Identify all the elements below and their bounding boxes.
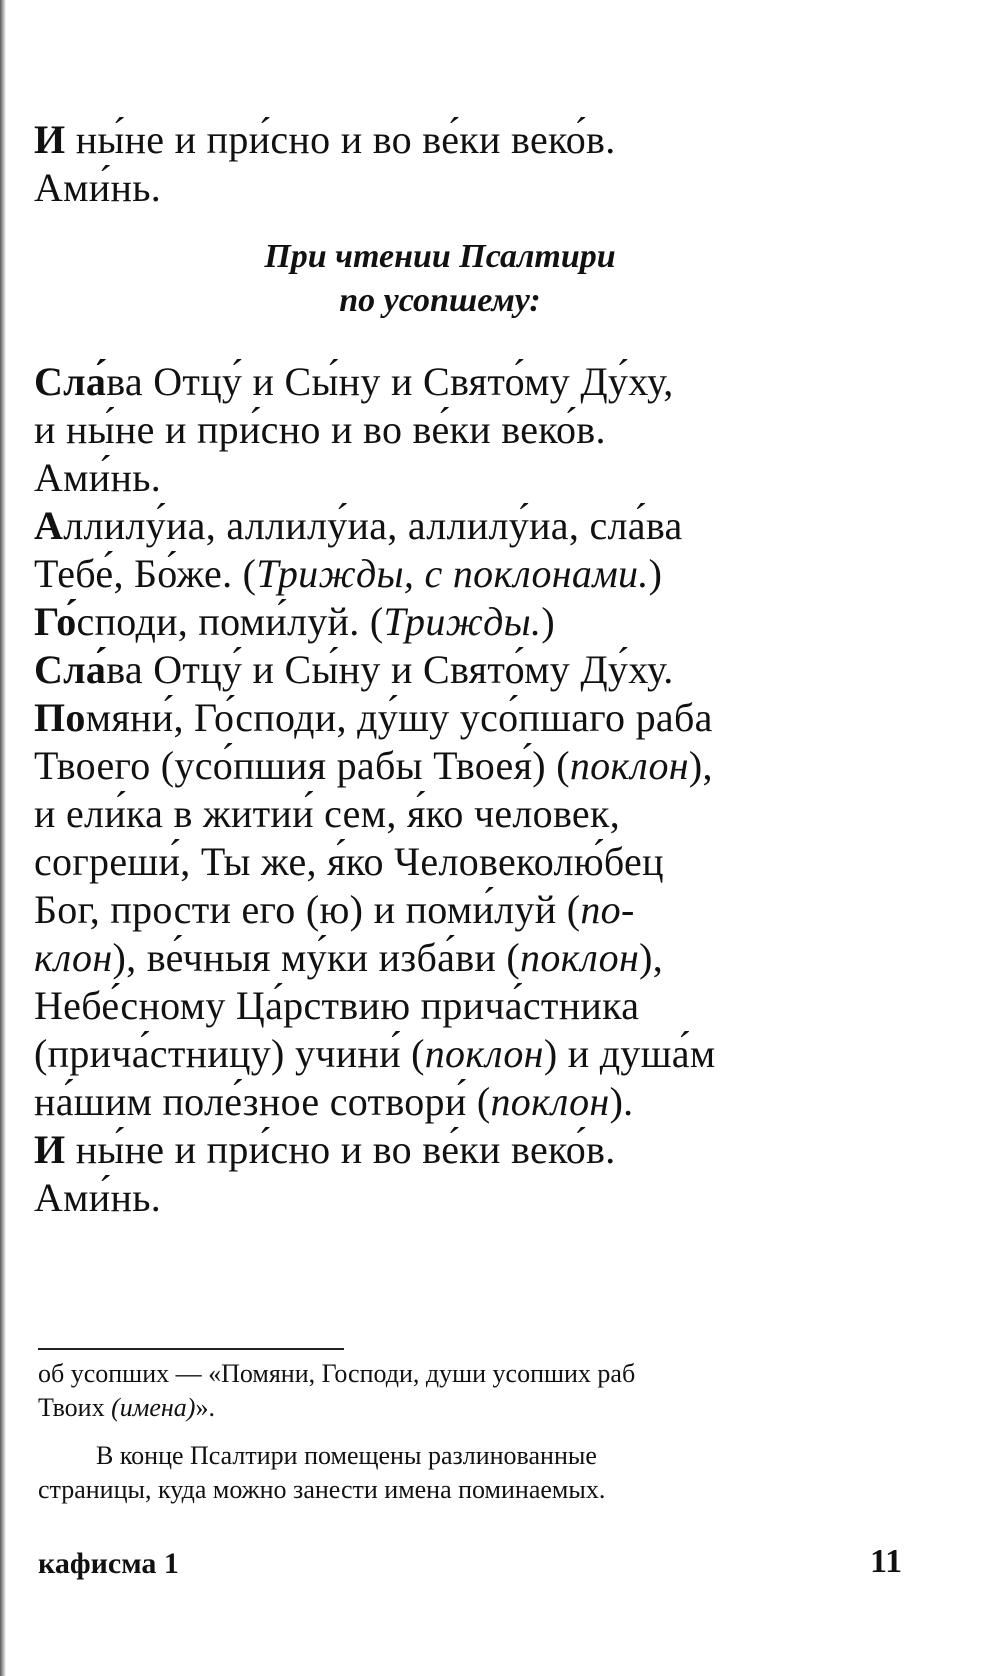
rubric: поклон (520, 935, 640, 980)
text-line: Ами́нь. (34, 455, 162, 500)
text-run: ) и душа́м (543, 1031, 716, 1076)
drop-initial: Го́ (34, 599, 77, 644)
drop-initial: Сла́ (34, 359, 107, 404)
text-line (34, 742, 854, 790)
section-heading-line2: по усопшему: (339, 282, 541, 319)
text-line (34, 934, 854, 982)
text-run: Тебе́, Бо́же. ( (34, 551, 257, 596)
rubric: поклон (569, 743, 689, 788)
text-run: на́шим поле́зное сотвори́ ( (34, 1079, 491, 1124)
text-run: мяни́, Го́споди, ду́шу усо́пшаго раба (85, 695, 713, 740)
text-run: ), (688, 743, 713, 788)
rubric: Трижды, с поклонами. (256, 551, 649, 596)
text-line: Небе́сному Ца́рствию прича́стника (34, 983, 640, 1028)
text-line: и ели́ка в житии́ сем, я́ко человек, (34, 791, 621, 836)
text-run: Бог, прости его (ю) и поми́луй ( (34, 887, 581, 932)
text-run: Твоих (38, 1393, 112, 1422)
text-line (34, 694, 854, 742)
text-run: Твоего (усо́пшия рабы Твоея́) ( (34, 743, 570, 788)
text-run: ва Отцу́ и Сы́ну и Свято́му Ду́ху, (106, 359, 674, 404)
text-line (34, 358, 854, 406)
text-line (34, 550, 854, 598)
text-line (34, 1030, 854, 1078)
text-run: ны́не и при́сно и во ве́ки веко́в. (65, 1127, 616, 1172)
text-line (34, 502, 854, 550)
text-line (34, 116, 854, 164)
rubric: поклон (424, 1031, 544, 1076)
footnote-line (38, 1392, 858, 1424)
text-line: Ами́нь. (34, 165, 162, 210)
text-line: Ами́нь. (34, 1175, 162, 1220)
footnote-italic: (имена) (111, 1393, 196, 1422)
section-heading: При чтении Псалтири (264, 238, 616, 275)
text-run: споди, поми́луй. ( (76, 599, 384, 644)
drop-initial: И (34, 117, 66, 162)
drop-initial: Сла́ (34, 647, 107, 692)
text-line (34, 646, 854, 694)
rubric: клон (34, 935, 113, 980)
text-line: согреши́, Ты же, я́ко Человеколю́бец (34, 839, 664, 884)
text-run: ны́не и при́сно и во ве́ки веко́в. (65, 117, 616, 162)
rubric: поклон (490, 1079, 610, 1124)
text-run: ). (609, 1079, 634, 1124)
text-run: ) (541, 599, 555, 644)
text-line (34, 1078, 854, 1126)
text-run: ), (639, 935, 664, 980)
text-run: ) (648, 551, 663, 596)
text-run: ва Отцу́ и Сы́ну и Свято́му Ду́ху. (106, 647, 674, 692)
drop-initial: И (34, 1127, 66, 1172)
footnote-rule (38, 1348, 344, 1350)
footnote-line: об усопших — «Помяни, Господи, души усопших раб (38, 1359, 636, 1388)
text-run: (прича́стницу) учини́ ( (34, 1031, 425, 1076)
text-line: и ны́не и при́сно и во ве́ки веко́в. (34, 407, 606, 452)
text-line (34, 886, 854, 934)
text-line (34, 1126, 854, 1174)
running-footer-section: кафисма 1 (38, 1547, 179, 1580)
text-line (34, 598, 854, 646)
rubric: по- (580, 887, 635, 932)
footnote-line: В конце Псалтири помещены разлинованные (96, 1441, 597, 1470)
drop-initial: А (34, 503, 64, 548)
text-run: ), ве́чныя му́ки изба́ви ( (112, 935, 521, 980)
text-run: ллилу́иа, аллилу́иа, аллилу́иа, сла́ва (63, 503, 683, 548)
text-run: ». (195, 1393, 215, 1422)
footnote-line: страницы, куда можно занести имена поминаемых. (38, 1475, 606, 1504)
rubric: Трижды. (383, 599, 542, 644)
drop-initial: По (34, 695, 86, 740)
page-number: 11 (870, 1543, 903, 1580)
